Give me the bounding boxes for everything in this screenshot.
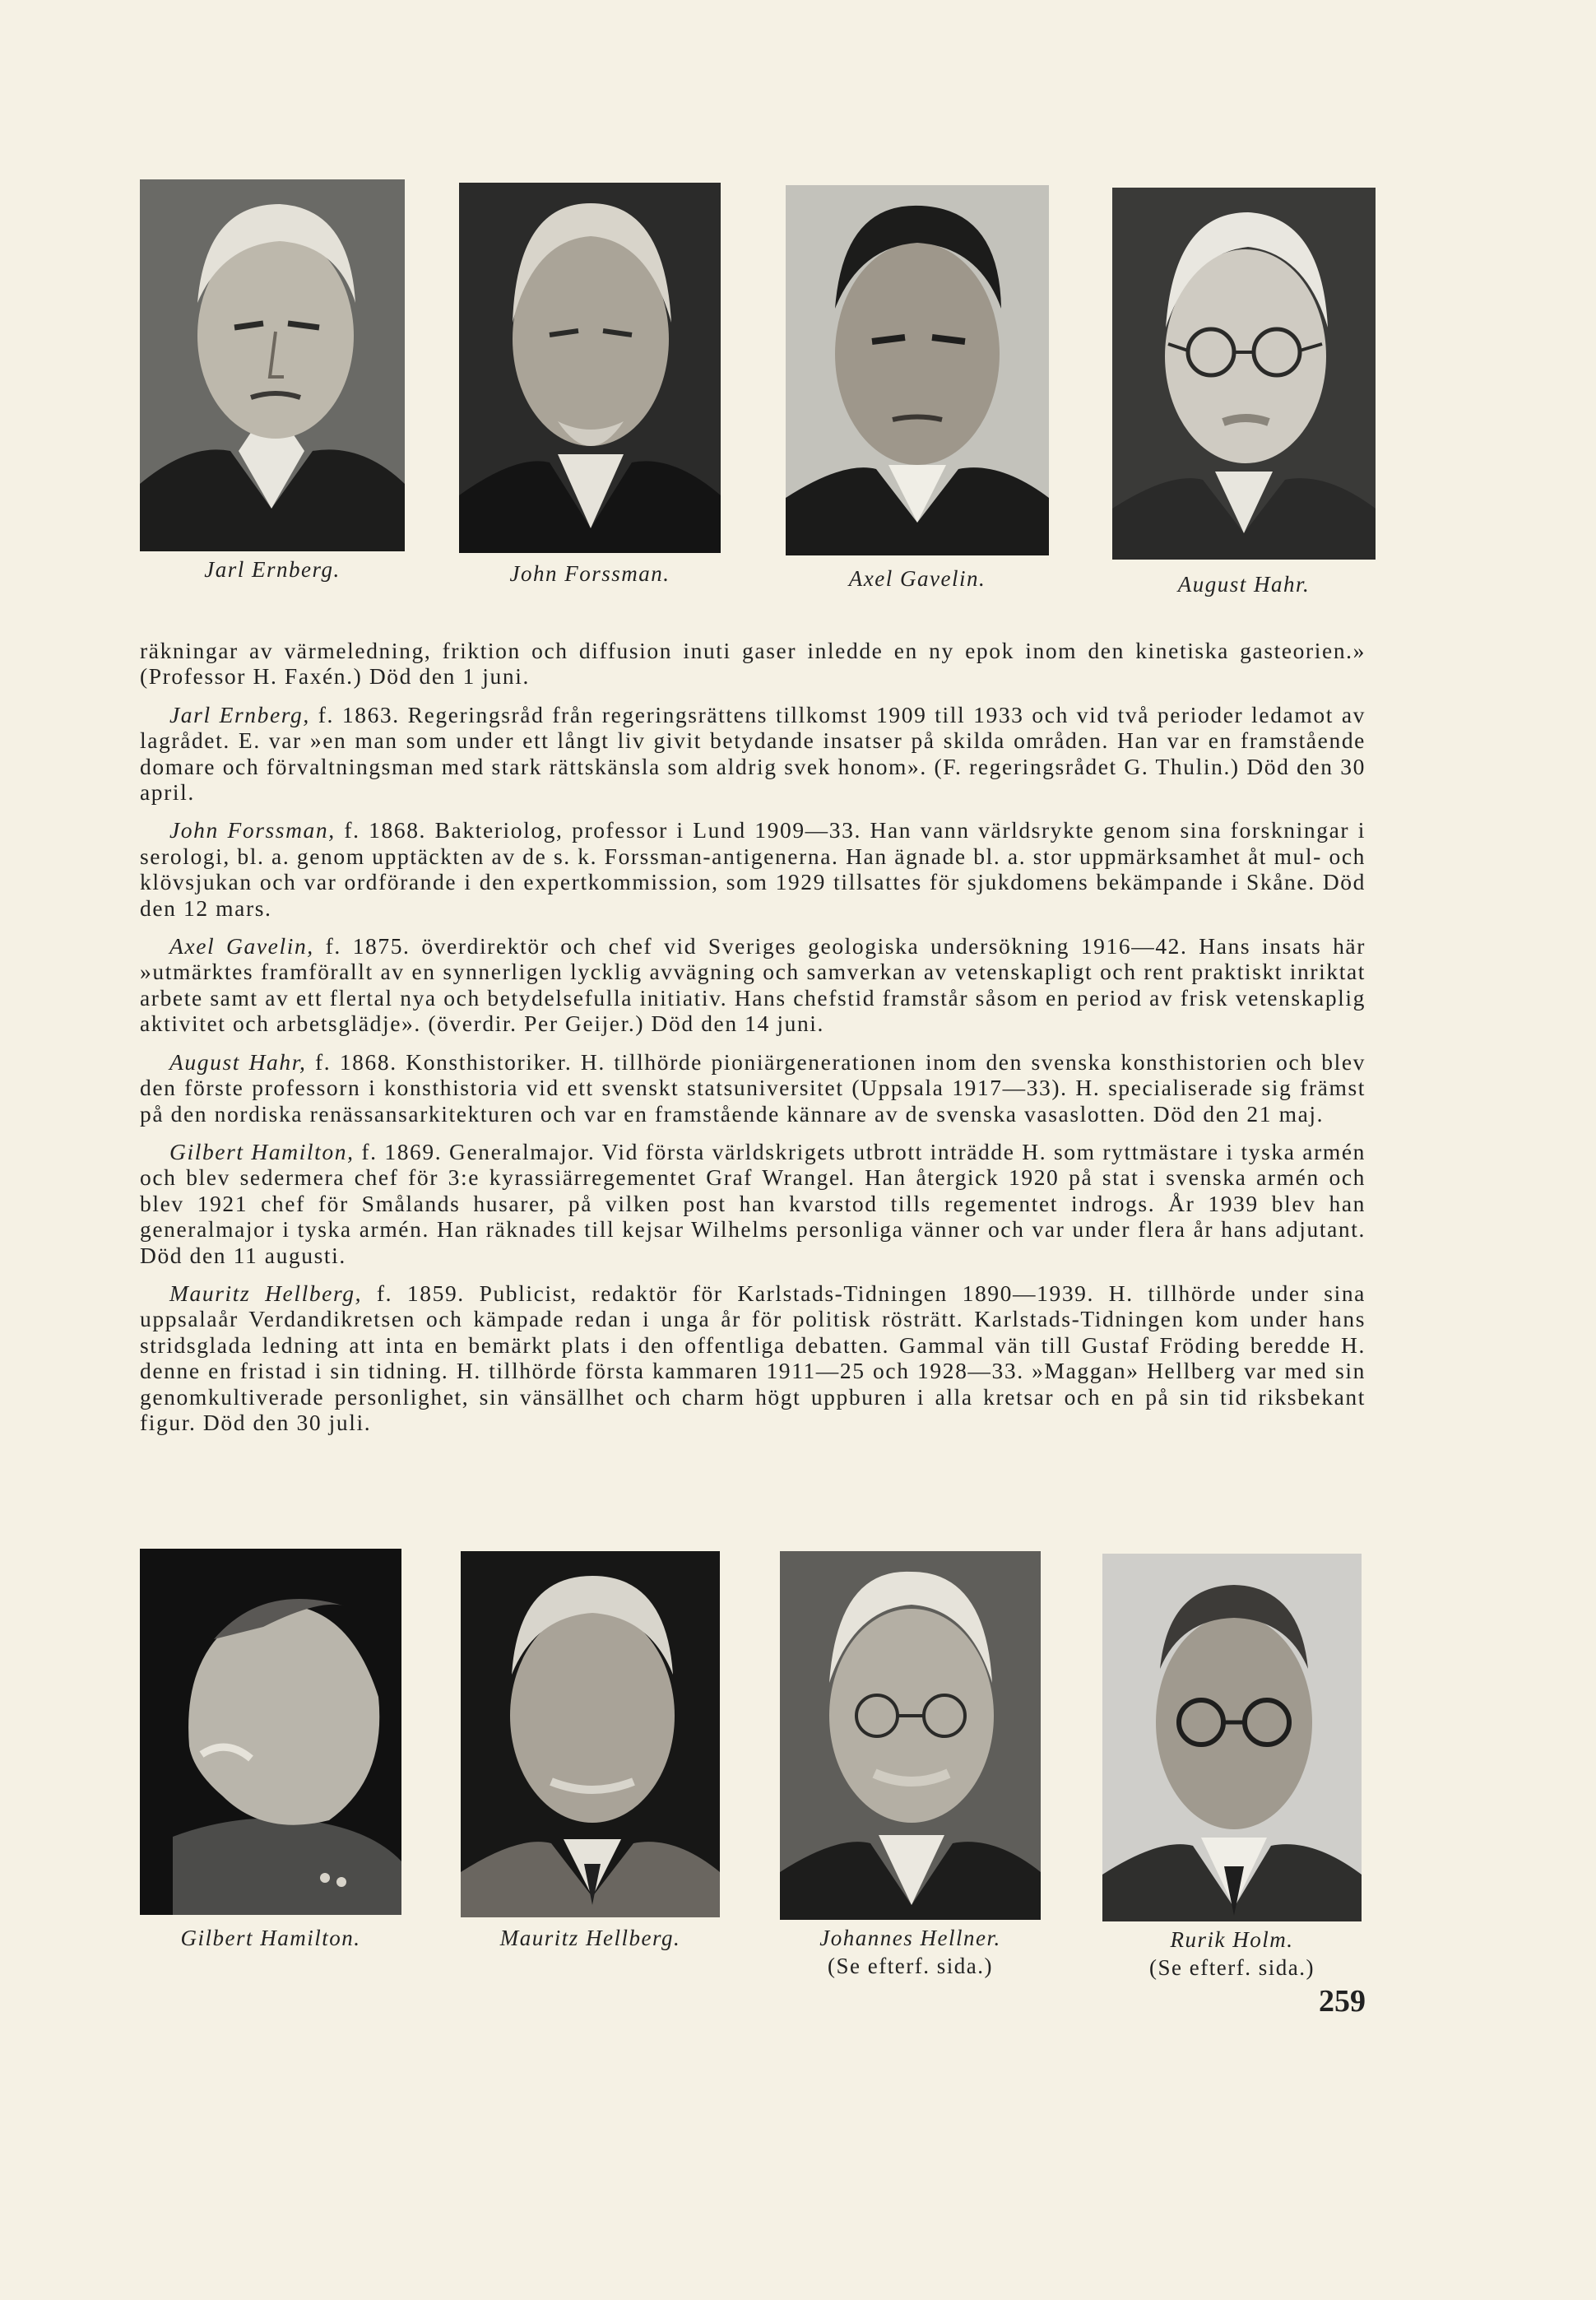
- portrait-photo-gilbert-hamilton: [140, 1549, 401, 1915]
- caption-name: Axel Gavelin.: [848, 566, 986, 591]
- caption-name: Mauritz Hellberg.: [499, 1926, 681, 1950]
- caption-rurik-holm: [1086, 1926, 1378, 1982]
- portrait-photo-johannes-hellner: [780, 1551, 1041, 1920]
- entry-paragraph: [140, 1139, 1366, 1268]
- entry-name: August Hahr,: [169, 1048, 307, 1075]
- caption-john-forssman: [459, 560, 721, 588]
- caption-august-hahr: [1112, 570, 1376, 598]
- caption-name: Johannes Hellner.: [819, 1926, 1001, 1950]
- portrait-photo-mauritz-hellberg: [461, 1551, 720, 1917]
- entry-text: f. 1868. Bakteriolog, professor i Lund 1909—33. Han vann världsrykte genom sina forskningar i serologi, bl. a. genom upptäckten av de s. k. Forssman-antigenerna. Han ägnade bl. a. stor uppmärksamhet åt mul- och klövsjukan och var ordförande i den expertkommission, som 1929 tillsattes för sjukdomens bekämpande i Skåne. Död den 12 mars.: [140, 817, 1366, 921]
- portrait-photo-axel-gavelin: [786, 185, 1049, 555]
- caption-johannes-hellner: [763, 1924, 1057, 1980]
- entry-name: Jarl Ernberg,: [169, 701, 310, 727]
- caption-name: Jarl Ernberg.: [204, 557, 341, 582]
- entry-name: Axel Gavelin,: [169, 933, 314, 959]
- entry-paragraph: [140, 817, 1366, 921]
- caption-mauritz-hellberg: [461, 1924, 720, 1952]
- entry-name: Mauritz Hellberg,: [169, 1280, 363, 1306]
- portrait-photo-john-forssman: [459, 183, 721, 553]
- entry-paragraph: [140, 1280, 1366, 1435]
- portrait-photo-rurik-holm: [1102, 1554, 1362, 1921]
- caption-note: (Se efterf. sida.): [1149, 1955, 1315, 1980]
- caption-axel-gavelin: [786, 565, 1049, 592]
- intro-paragraph: räkningar av värmeledning, friktion och diffusion inuti gaser inledde en ny epok inom den kinetiska gasteorien.» (Professor H. Faxén.) Död den 1 juni.: [140, 638, 1366, 690]
- entry-name: Gilbert Hamilton,: [169, 1138, 355, 1164]
- caption-gilbert-hamilton: [140, 1924, 401, 1952]
- portrait-photo-jarl-ernberg: [140, 179, 405, 551]
- obituary-text: [140, 638, 1366, 1447]
- caption-name: Gilbert Hamilton.: [180, 1926, 361, 1950]
- page-number: 259: [1319, 1984, 1366, 2019]
- entry-text: f. 1869. Generalmajor. Vid första världskrigets utbrott inträdde H. som ryttmästare i tyska armén och blev sedermera chef för 3:e kyrassiärregementet Graf Wrangel. Han återgick 1920 på stat i svenska armén och blev 1921 chef för Smålands husarer, på vilken post han kvarstod tills regementet indrogs. År 1939 blev han generalmajor i tyska armén. Han räknades till kejsar Wilhelms personliga vänner och var under flera år hans adjutant. Död den 11 augusti.: [140, 1138, 1366, 1268]
- caption-note: (Se efterf. sida.): [828, 1954, 993, 1978]
- portrait-photo-august-hahr: [1112, 188, 1376, 560]
- entry-text: f. 1863. Regeringsråd från regeringsrättens tillkomst 1909 till 1933 och vid två perioder ledamot av lagrådet. E. var »en man som under ett långt liv givit betydande insatser på skilda områden. Han var en framstående domare och förvaltningsman med stark rättskänsla som aldrig svek honom». (F. regeringsrådet G. Thulin.) Död den 30 april.: [140, 701, 1366, 806]
- caption-name: August Hahr.: [1177, 572, 1311, 597]
- entry-paragraph: [140, 1049, 1366, 1127]
- entry-text: f. 1875. överdirektör och chef vid Sveriges geologiska undersökning 1916—42. Hans insats här »utmärktes framförallt av en synnerligen lycklig avvägning och samverkan av vetenskapligt och rent praktiskt inriktat arbete samt av ett flertal nya och betydelsefulla initiativ. Hans chefstid framstår såsom en period av frisk vetenskaplig aktivitet och arbetsglädje». (överdir. Per Geijer.) Död den 14 juni.: [140, 933, 1366, 1037]
- caption-jarl-ernberg: [140, 555, 405, 583]
- entry-text: f. 1868. Konsthistoriker. H. tillhörde pioniärgenerationen inom den svenska konsthistorien och blev den förste professorn i konsthistoria vid ett svenskt statsuniversitet (Uppsala 1917—33). H. specialiserade sig främst på den nordiska renässansarkitekturen och var en framstående kännare av de svenska vasaslotten. Död den 21 maj.: [140, 1048, 1366, 1127]
- caption-name: Rurik Holm.: [1170, 1927, 1294, 1952]
- entry-paragraph: [140, 933, 1366, 1037]
- caption-name: John Forssman.: [509, 561, 670, 586]
- entry-paragraph: [140, 702, 1366, 806]
- entry-text: f. 1859. Publicist, redaktör för Karlstads-Tidningen 1890—1939. H. tillhörde under sina uppsalaår Verdandikretsen och kämpade redan i unga år för politisk rösträtt. Karlstads-Tidningen kom under hans stridsglada ledning att inta en bemärkt plats i den offentliga debatten. Gammal vän till Gustaf Fröding beredde H. denne en fristad i sin tidning. H. tillhörde första kammaren 1911—25 och 1928—33. »Maggan» Hellberg var med sin genomkultiverade personlighet, sin vänsällhet och charm högt uppburen i alla kretsar och en på sin tid riksbekant figur. Död den 30 juli.: [140, 1280, 1366, 1435]
- entry-name: John Forssman,: [169, 817, 336, 843]
